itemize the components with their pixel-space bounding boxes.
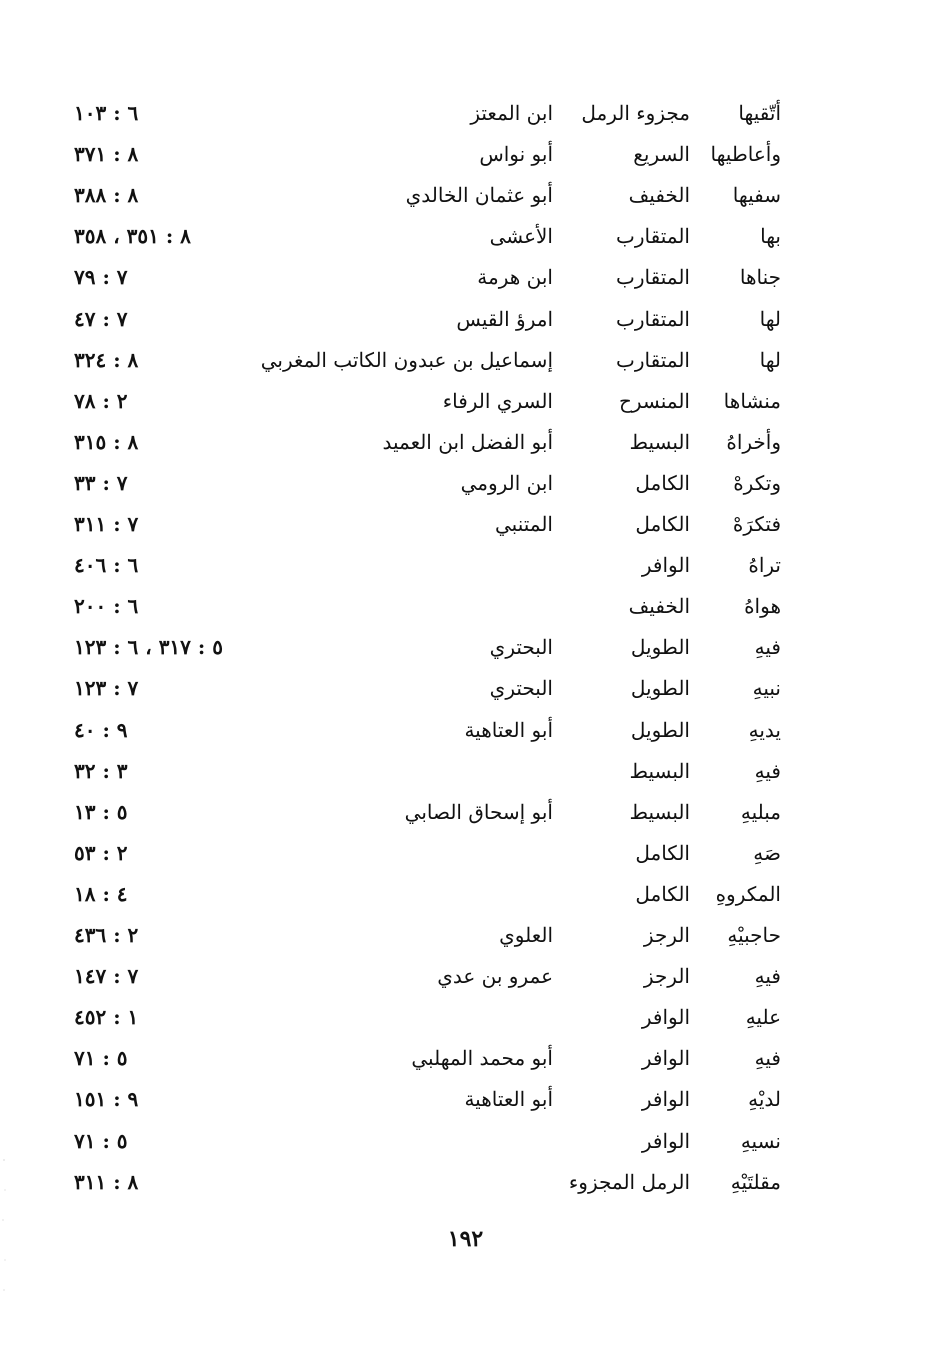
- rhyme-word: فيهِ: [754, 635, 781, 660]
- rhyme-word: وأعاطيها: [710, 142, 781, 167]
- rhyme-word: مبليهِ: [740, 799, 781, 824]
- volume-page-ref: ٦ : ٢٠٠: [74, 594, 139, 619]
- index-row: [0, 833, 931, 874]
- volume-page-ref: ١ : ٤٥٢: [74, 1005, 139, 1030]
- index-row: [0, 93, 931, 134]
- index-row: [0, 1162, 931, 1203]
- meter: المنسرح: [618, 388, 690, 413]
- volume-page-ref: ٨ : ٣٨٨: [74, 183, 139, 208]
- meter: الكامل: [635, 470, 690, 495]
- volume-page-ref: ٨ : ٣٢٤: [74, 347, 139, 372]
- index-row: [0, 299, 931, 340]
- poet-name: ابن الرومي: [460, 470, 553, 495]
- index-row: [0, 1121, 931, 1162]
- meter: الوافر: [641, 1005, 690, 1030]
- index-row: [0, 422, 931, 463]
- rhyme-word: تراهُ: [748, 553, 781, 578]
- rhyme-word: جناها: [739, 265, 781, 290]
- meter: المتقارب: [616, 347, 690, 372]
- meter: المتقارب: [616, 224, 690, 249]
- poet-name: [223, 874, 553, 915]
- poet-name: [223, 997, 553, 1038]
- meter: الكامل: [635, 840, 690, 865]
- index-row: [0, 627, 931, 668]
- meter: الوافر: [641, 553, 690, 578]
- poet-name: أبو العتاهية: [464, 1087, 553, 1112]
- volume-page-ref: ٧ : ٣٣: [74, 470, 128, 495]
- rhyme-word: بها: [760, 224, 781, 249]
- meter: الوافر: [641, 1087, 690, 1112]
- rhyme-word: المكروهِ: [715, 881, 781, 906]
- scan-noise: [2, 1150, 8, 1310]
- rhyme-word: لديْهِ: [748, 1087, 781, 1112]
- poet-name: البحتري: [489, 676, 553, 701]
- rhyme-word: وأخراهُ: [726, 429, 781, 454]
- rhyme-word: عليهِ: [745, 1005, 781, 1030]
- poet-name: البحتري: [489, 635, 553, 660]
- index-row: [0, 668, 931, 709]
- volume-page-ref: ٣ : ٣٢: [74, 758, 128, 783]
- meter: الرجز: [643, 923, 690, 947]
- rhyme-word: منشاها: [723, 388, 781, 413]
- meter: المتقارب: [616, 265, 690, 290]
- volume-page-ref: ٧ : ٣١١: [74, 512, 139, 536]
- meter: الطويل: [630, 676, 690, 701]
- poet-name: أبو محمد المهلبي: [411, 1046, 553, 1071]
- rhyme-word: مقلتَيْهِ: [730, 1169, 781, 1194]
- volume-page-ref: ٨ : ٣٥١ ، ٣٥٨: [74, 224, 191, 249]
- poet-name: العلوي: [499, 923, 553, 947]
- volume-page-ref: ٥ : ٧١: [74, 1046, 128, 1071]
- index-row: [0, 340, 931, 381]
- poet-name: السري الرفاء: [442, 388, 553, 413]
- poet-name: عمرو بن عدي: [437, 964, 553, 989]
- volume-page-ref: ٧ : ٤٧: [74, 306, 128, 331]
- volume-page-ref: ٧ : ١٢٣: [74, 676, 139, 701]
- index-row: [0, 381, 931, 422]
- rhyme-word: فيهِ: [754, 964, 781, 989]
- meter: الطويل: [630, 717, 690, 742]
- meter: مجزوء الرمل: [581, 101, 690, 125]
- poet-name: أبو العتاهية: [464, 717, 553, 742]
- index-row: [0, 874, 931, 915]
- volume-page-ref: ٤ : ١٨: [74, 881, 128, 906]
- index-row: [0, 463, 931, 504]
- meter: الكامل: [635, 881, 690, 906]
- volume-page-ref: ٢ : ٤٣٦: [74, 923, 139, 947]
- index-row: [0, 175, 931, 216]
- rhyme-word: لها: [759, 347, 781, 372]
- index-row: [0, 792, 931, 833]
- meter: البسيط: [629, 429, 690, 454]
- poet-name: [223, 751, 553, 792]
- poet-name: إسماعيل بن عبدون الكاتب المغربي: [260, 347, 553, 372]
- rhyme-word: لها: [759, 306, 781, 331]
- rhyme-word: يديهِ: [748, 717, 781, 742]
- index-row: [0, 216, 931, 257]
- meter: الرمل المجزوء: [568, 1169, 690, 1194]
- volume-page-ref: ٧ : ٧٩: [74, 265, 128, 290]
- rhyme-word: نبيهِ: [752, 676, 781, 701]
- volume-page-ref: ٨ : ٣١٥: [74, 429, 139, 454]
- volume-page-ref: ٥ : ٧١: [74, 1128, 128, 1153]
- page-number: ١٩٢: [447, 1226, 484, 1252]
- poet-name: المتنبي: [495, 512, 553, 536]
- poet-name: أبو إسحاق الصابي: [404, 799, 553, 824]
- volume-page-ref: ٦ : ٤٠٦: [74, 553, 139, 578]
- rhyme-word: سفيها: [732, 183, 781, 208]
- volume-page-ref: ٥ : ١٣: [74, 799, 128, 824]
- rhyme-word: فتكرَهْ: [732, 512, 781, 536]
- meter: البسيط: [629, 799, 690, 824]
- poet-name: [223, 586, 553, 627]
- index-row: [0, 751, 931, 792]
- poet-name: ابن المعتز: [470, 101, 553, 125]
- poet-name: [223, 1162, 553, 1203]
- poet-name: [223, 1121, 553, 1162]
- index-row: [0, 956, 931, 997]
- volume-page-ref: ٨ : ٣١١: [74, 1169, 139, 1194]
- rhyme-word: نسيهِ: [740, 1128, 781, 1153]
- index-row: [0, 710, 931, 751]
- volume-page-ref: ٩ : ١٥١: [74, 1087, 139, 1112]
- volume-page-ref: ٩ : ٤٠: [74, 717, 128, 742]
- rhyme-word: صَهِ: [753, 840, 781, 865]
- meter: الخفيف: [628, 183, 690, 208]
- poet-name: أبو عثمان الخالدي: [405, 183, 553, 208]
- meter: الكامل: [635, 512, 690, 536]
- volume-page-ref: ٧ : ١٤٧: [74, 964, 139, 989]
- rhyme-word: هواهُ: [744, 594, 781, 619]
- meter: الوافر: [641, 1046, 690, 1071]
- index-row: [0, 504, 931, 545]
- index-row: [0, 134, 931, 175]
- meter: الوافر: [641, 1128, 690, 1153]
- index-row: [0, 997, 931, 1038]
- index-row: [0, 586, 931, 627]
- poet-name: امرؤ القيس: [456, 306, 553, 331]
- meter: البسيط: [629, 758, 690, 783]
- volume-page-ref: ٨ : ٣٧١: [74, 142, 139, 167]
- index-row: [0, 1079, 931, 1120]
- poet-name: ابن هرمة: [477, 265, 553, 290]
- poet-name: [223, 833, 553, 874]
- volume-page-ref: ٢ : ٧٨: [74, 388, 128, 413]
- rhyme-word: حاجبيْهِ: [727, 923, 781, 947]
- meter: المتقارب: [616, 306, 690, 331]
- index-row: [0, 257, 931, 298]
- index-row: [0, 545, 931, 586]
- meter: الرجز: [643, 964, 690, 989]
- meter: الطويل: [630, 635, 690, 660]
- rhyme-word: فيهِ: [754, 758, 781, 783]
- rhyme-word: أتّقيها: [738, 101, 781, 125]
- meter: الخفيف: [628, 594, 690, 619]
- poet-name: أبو نواس: [479, 142, 553, 167]
- index-row: [0, 915, 931, 956]
- rhyme-word: فيهِ: [754, 1046, 781, 1071]
- volume-page-ref: ٢ : ٥٣: [74, 840, 128, 865]
- rhyme-word: وتكرهْ: [733, 470, 781, 495]
- poet-name: أبو الفضل ابن العميد: [382, 429, 553, 454]
- volume-page-ref: ٦ : ١٠٣: [74, 101, 139, 125]
- poet-name: الأعشى: [489, 224, 553, 249]
- poet-name: [223, 545, 553, 586]
- volume-page-ref: ٥ : ٣١٧ ، ٦ : ١٢٣: [74, 635, 223, 660]
- index-row: [0, 1038, 931, 1079]
- meter: السريع: [633, 142, 690, 167]
